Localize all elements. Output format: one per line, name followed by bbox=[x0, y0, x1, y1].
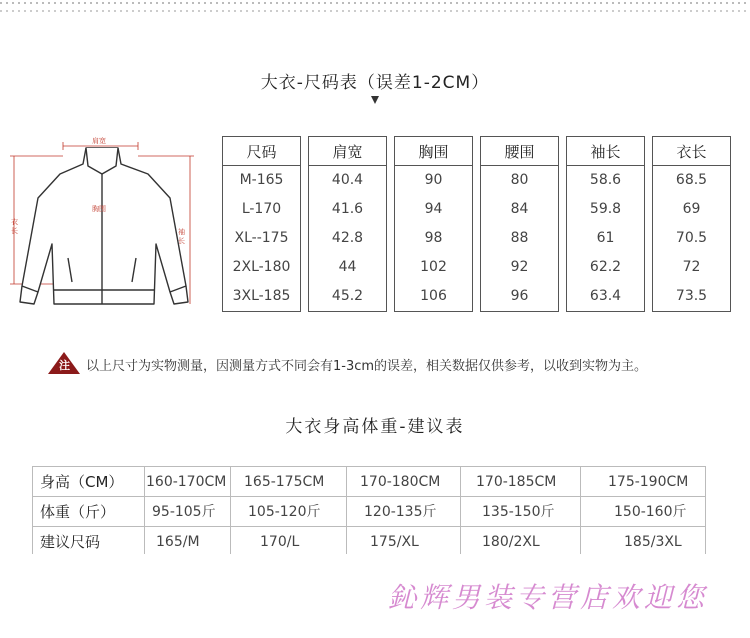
shoulder-column bbox=[308, 136, 387, 312]
table-cell: 170/L bbox=[260, 534, 300, 550]
table-cell: 62.2 bbox=[589, 259, 622, 275]
sleeve-column bbox=[566, 136, 645, 312]
row-header: 身高（CM） bbox=[40, 473, 124, 491]
table-row bbox=[32, 496, 706, 526]
jacket-illustration bbox=[8, 134, 213, 324]
length-label: 衣长 bbox=[11, 218, 18, 235]
table-cell: 180/2XL bbox=[482, 534, 540, 550]
table-cell: 59.8 bbox=[589, 201, 622, 217]
table-cell: 41.6 bbox=[331, 201, 364, 217]
top-dotted-border bbox=[0, 2, 750, 4]
row-header: 建议尺码 bbox=[40, 533, 101, 551]
table-cell: L-170 bbox=[241, 201, 282, 217]
column-header: 尺码 bbox=[223, 137, 300, 166]
table-cell: 106 bbox=[420, 288, 447, 304]
table-row bbox=[32, 526, 706, 556]
table-row bbox=[32, 467, 706, 496]
column-header: 衣长 bbox=[653, 137, 730, 166]
table-cell: 84 bbox=[510, 201, 529, 217]
table-cell: 72 bbox=[682, 259, 701, 275]
table-cell: 92 bbox=[510, 259, 529, 275]
column-header: 胸围 bbox=[395, 137, 472, 166]
note-badge-label: 注 bbox=[59, 359, 70, 372]
table-cell: 96 bbox=[510, 288, 529, 304]
table-cell: 95-105斤 bbox=[152, 504, 216, 520]
table-cell: 40.4 bbox=[331, 172, 364, 188]
top-dotted-border-lower bbox=[0, 10, 750, 12]
table-cell: 94 bbox=[424, 201, 443, 217]
table-cell: 58.6 bbox=[589, 172, 622, 188]
size-chart-title: 大衣-尺码表（误差1-2CM） bbox=[260, 73, 490, 93]
down-arrow-icon bbox=[371, 96, 379, 104]
table-cell: 175-190CM bbox=[608, 474, 689, 490]
note-text: 以上尺寸为实物测量，因测量方式不同会有1-3cm的误差，相关数据仅供参考，以收到实物为主。 bbox=[86, 359, 648, 374]
table-cell: 88 bbox=[510, 230, 529, 246]
table-cell: 61 bbox=[596, 230, 615, 246]
table-cell: 170-180CM bbox=[360, 474, 441, 490]
table-cell: 69 bbox=[682, 201, 701, 217]
recommend-table bbox=[32, 466, 706, 556]
table-cell: 73.5 bbox=[675, 288, 708, 304]
table-cell: 3XL-185 bbox=[232, 288, 291, 304]
table-cell: 150-160斤 bbox=[614, 504, 687, 520]
table-cell: 120-135斤 bbox=[364, 504, 437, 520]
table-cell: 185/3XL bbox=[624, 534, 682, 550]
waist-column bbox=[480, 136, 559, 312]
table-cell: 90 bbox=[424, 172, 443, 188]
sleeve-label: 袖长 bbox=[178, 228, 185, 245]
table-cell: 98 bbox=[424, 230, 443, 246]
row-header: 体重（斤） bbox=[40, 503, 116, 521]
chest-label: 胸围 bbox=[92, 205, 106, 213]
recommend-table-title: 大衣身高体重-建议表 bbox=[285, 417, 465, 437]
table-cell: 160-170CM bbox=[146, 474, 227, 490]
table-cell: 68.5 bbox=[675, 172, 708, 188]
column-header: 腰围 bbox=[481, 137, 558, 166]
column-header: 袖长 bbox=[567, 137, 644, 166]
table-cell: 175/XL bbox=[370, 534, 419, 550]
table-cell: 45.2 bbox=[331, 288, 364, 304]
table-cell: 70.5 bbox=[675, 230, 708, 246]
table-cell: XL--175 bbox=[234, 230, 289, 246]
table-cell: 165/M bbox=[156, 534, 200, 550]
size-column bbox=[222, 136, 301, 312]
table-cell: 135-150斤 bbox=[482, 504, 555, 520]
length-column bbox=[652, 136, 731, 312]
table-cell: 2XL-180 bbox=[232, 259, 291, 275]
table-cell: 44 bbox=[338, 259, 357, 275]
shop-welcome-signature: 鈊辉男装专营店欢迎您 bbox=[387, 581, 708, 614]
table-cell: M-165 bbox=[239, 172, 284, 188]
column-header: 肩宽 bbox=[309, 137, 386, 166]
chest-column bbox=[394, 136, 473, 312]
shoulder-label: 肩宽 bbox=[92, 137, 106, 145]
table-cell: 165-175CM bbox=[244, 474, 325, 490]
table-cell: 170-185CM bbox=[476, 474, 557, 490]
table-cell: 102 bbox=[420, 259, 447, 275]
table-cell: 80 bbox=[510, 172, 529, 188]
table-cell: 42.8 bbox=[331, 230, 364, 246]
table-cell: 63.4 bbox=[589, 288, 622, 304]
table-cell: 105-120斤 bbox=[248, 504, 321, 520]
